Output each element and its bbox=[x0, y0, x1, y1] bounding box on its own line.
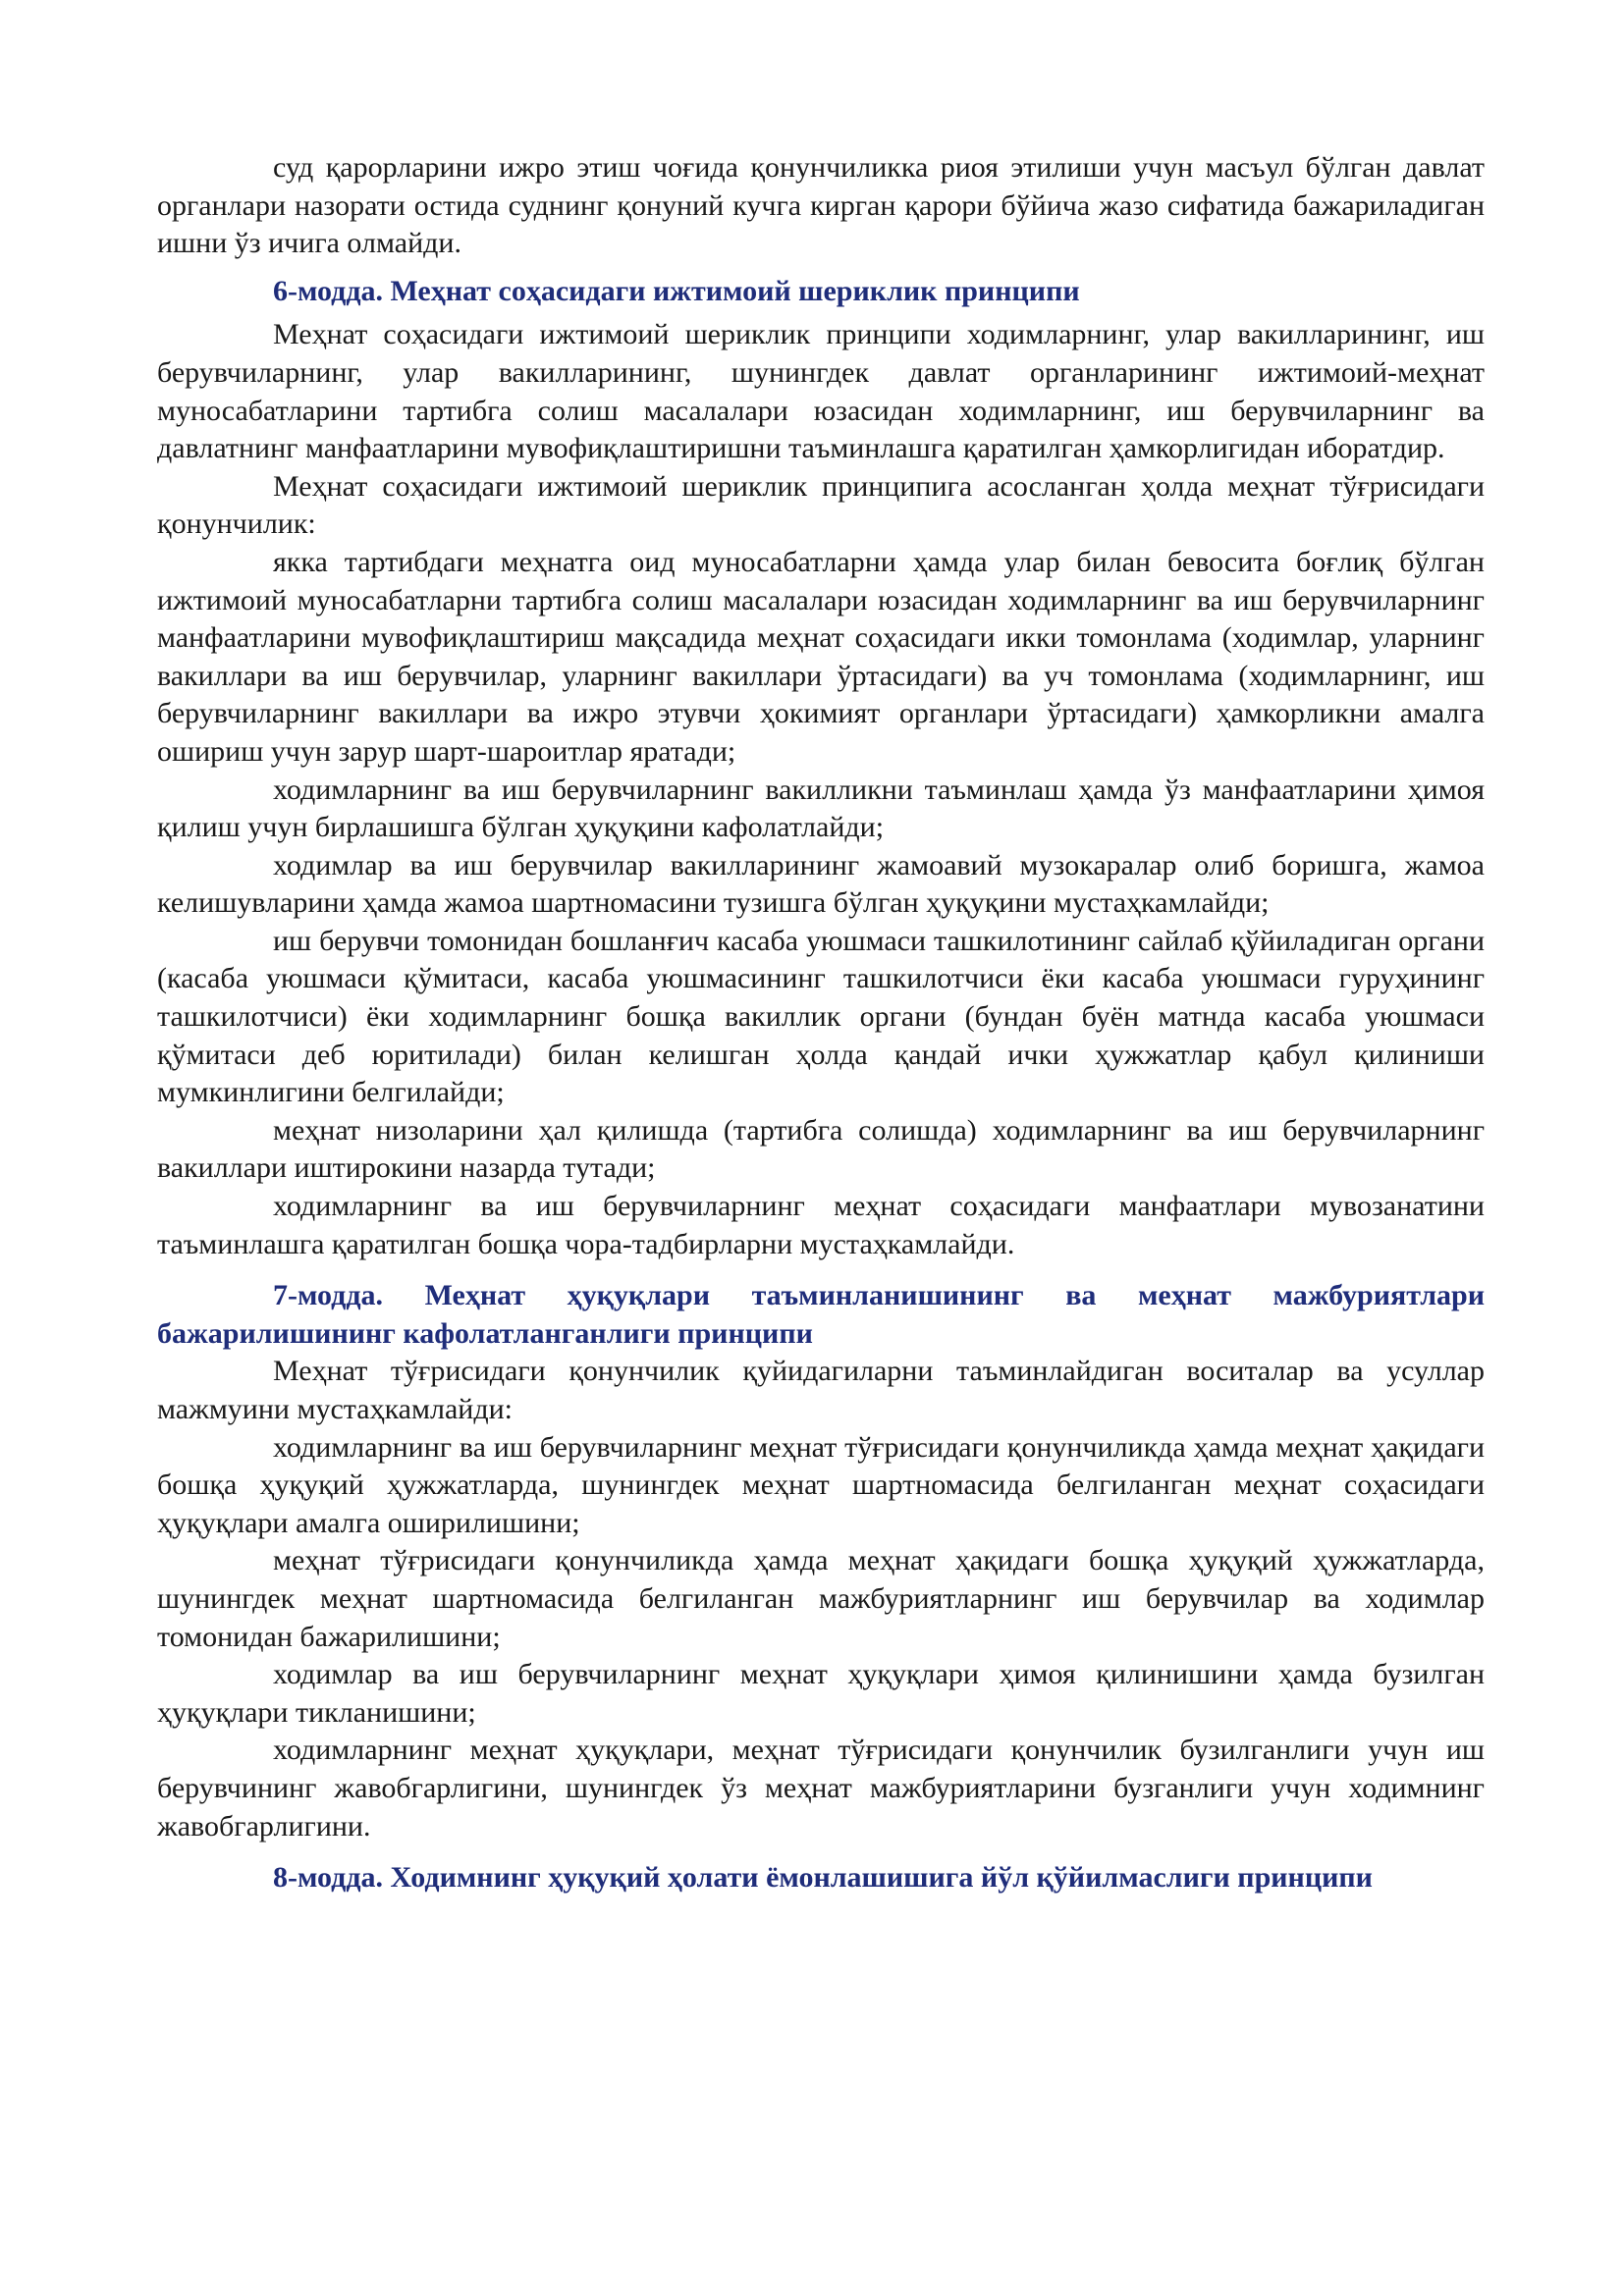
article-6-paragraph: Меҳнат соҳасидаги ижтимоий шериклик принципи ходимларнинг, улар вакилларининг, иш берувчиларнинг, улар вакилларининг, шунингдек давлат органларининг ижтимоий-меҳнат муносабатларини тартибга солиш масалалари юзасидан ходимларнинг, иш берувчиларнинг ва давлатнинг манфаатларини мувофиқлаштиришни таъминлашга қаратилган ҳамкорлигидан иборатдир. bbox=[157, 318, 1485, 465]
document-page bbox=[157, 149, 1485, 1897]
intro-paragraph: суд қарорларини ижро этиш чоғида қонунчиликка риоя этилиши учун масъул бўлган давлат органлари назорати остида суднинг қонуний кучга кирган қарори бўйича жазо сифатида бажариладиган ишни ўз ичига олмайди. bbox=[157, 151, 1485, 260]
article-6-paragraph: иш берувчи томонидан бошланғич касаба уюшмаси ташкилотининг сайлаб қўйиладиган органи (касаба уюшмаси қўмитаси, касаба уюшмасининг ташкилотчиси ёки касаба уюшмаси гуруҳининг ташкилотчиси) ёки ходимларнинг бошқа вакиллик органи (бундан буён матнда касаба уюшмаси қўмитаси деб юритилади) билан келишган ҳолда қандай ички ҳужжатлар қабул қилиниши мумкинлигини белгилайди; bbox=[157, 924, 1485, 1109]
article-7-paragraph: ходимлар ва иш берувчиларнинг меҳнат ҳуқуқлари ҳимоя қилинишини ҳамда бузилган ҳуқуқлари тикланишини; bbox=[157, 1658, 1485, 1729]
article-6-paragraph: ходимларнинг ва иш берувчиларнинг меҳнат соҳасидаги манфаатлари мувозанатини таъминлашга қаратилган бошқа чора-тадбирларни мустаҳкамлайди. bbox=[157, 1190, 1485, 1260]
article-6-paragraph: Меҳнат соҳасидаги ижтимоий шериклик принципига асосланган ҳолда меҳнат тўғрисидаги қонунчилик: bbox=[157, 469, 1485, 541]
article-6-paragraph: меҳнат низоларини ҳал қилишда (тартибга солишда) ходимларнинг ва иш берувчиларнинг вакиллари иштирокини назарда тутади; bbox=[157, 1113, 1485, 1185]
article-7-paragraph: Меҳнат тўғрисидаги қонунчилик қуйидагиларни таъминлайдиган воситалар ва усуллар мажмуини мустаҳкамлайди: bbox=[157, 1355, 1485, 1425]
article-6-paragraph: ходимлар ва иш берувчилар вакилларининг жамоавий музокаралар олиб боришга, жамоа келишувларини ҳамда жамоа шартномасини тузишга бўлган ҳуқуқини мустаҳкамлайди; bbox=[157, 848, 1485, 920]
article-7-heading: 7-модда. Меҳнат ҳуқуқлари таъминланишининг ва меҳнат мажбуриятлари бажарилишининг кафолатланганлиги принципи bbox=[157, 1279, 1485, 1350]
article-6-paragraph: ходимларнинг ва иш берувчиларнинг вакилликни таъминлаш ҳамда ўз манфаатларини ҳимоя қилиш учун бирлашишга бўлган ҳуқуқини кафолатлайди; bbox=[157, 773, 1485, 844]
article-8-heading: 8-модда. Ходимнинг ҳуқуқий ҳолати ёмонлашишига йўл қўйилмаслиги принципи bbox=[273, 1861, 1373, 1895]
article-7-paragraph: меҳнат тўғрисидаги қонунчиликда ҳамда меҳнат ҳақидаги бошқа ҳуқуқий ҳужжатларда, шунингдек меҳнат шартномасида белгиланган мажбуриятларнинг иш берувчилар ва ходимлар томонидан бажарилишини; bbox=[157, 1544, 1485, 1653]
article-6-heading: 6-модда. Меҳнат соҳасидаги ижтимоий шериклик принципи bbox=[273, 274, 1080, 307]
article-6-paragraph: якка тартибдаги меҳнатга оид муносабатларни ҳамда улар билан бевосита боғлиқ бўлган ижтимоий муносабатларни тартибга солиш масалалари юзасидан ходимларнинг ва иш берувчиларнинг манфаатларини мувофиқлаштириш мақсадида меҳнат соҳасидаги икки томонлама (ходимлар, уларнинг вакиллари ва иш берувчилар, уларнинг вакиллари ўртасидаги) ва уч томонлама (ходимларнинг, иш берувчиларнинг вакиллари ва ижро этувчи ҳокимият органлари ўртасидаги) ҳамкорликни амалга ошириш учун зарур шарт-шароитлар яратади; bbox=[157, 545, 1485, 768]
article-7-paragraph: ходимларнинг меҳнат ҳуқуқлари, меҳнат тўғрисидаги қонунчилик бузилганлиги учун иш берувчининг жавобгарлигини, шунингдек ўз меҳнат мажбуриятларини бузганлиги учун ходимнинг жавобгарлигини. bbox=[157, 1734, 1485, 1842]
article-7-paragraph: ходимларнинг ва иш берувчиларнинг меҳнат тўғрисидаги қонунчиликда ҳамда меҳнат ҳақидаги бошқа ҳуқуқий ҳужжатларда, шунингдек меҳнат шартномасида белгиланган меҳнат соҳасидаги ҳуқуқлари амалга оширилишини; bbox=[157, 1430, 1485, 1539]
